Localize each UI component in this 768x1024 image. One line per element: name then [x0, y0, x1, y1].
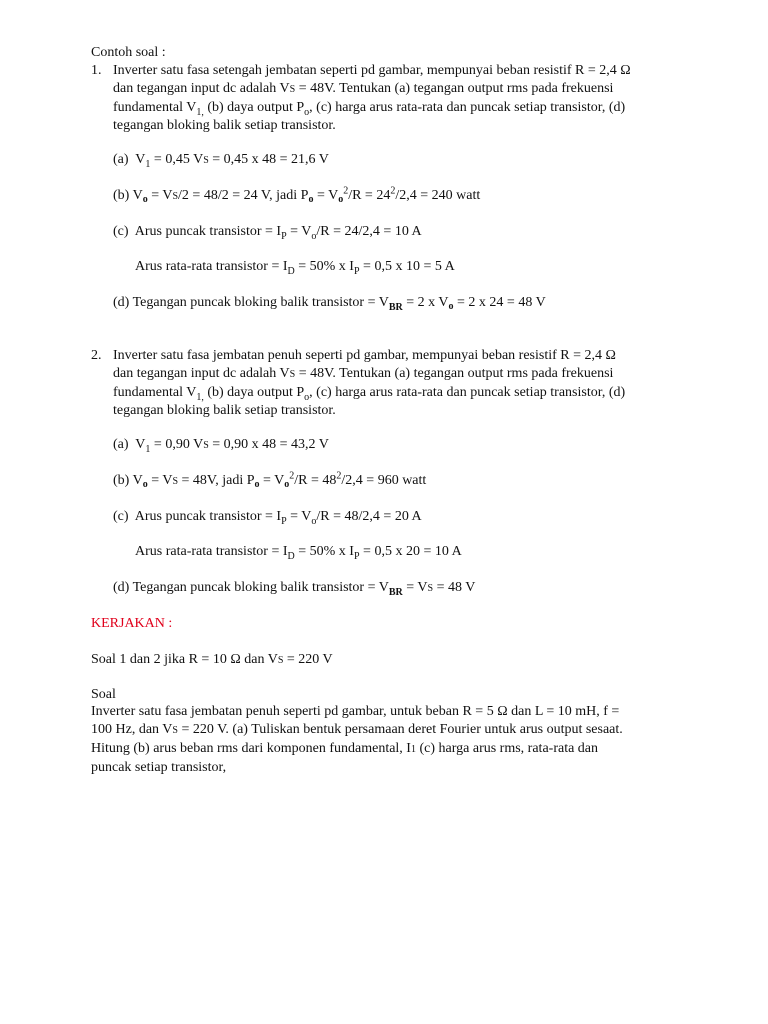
- problem-2-statement: [113, 347, 673, 420]
- problem-1-answer-b: (b) $V_o = VS/2 = 48/2 = 24$ V, jadi $P_o = V_o^2/R = 24^2/2,4 = 240$ watt: [113, 185, 481, 205]
- problem-1-answer-d: (d) Tegangan puncak bloking balik transistor = $V_{BR} = 2$ x $V_o = 2$ x 24 = 48 V: [113, 295, 546, 313]
- problem-1-answer-c-average: Arus rata-rata transistor = $I_D = 50\%$ x $I_P = 0,5$ x 10 = 5 A: [135, 259, 455, 277]
- problem-1-number: 1.: [91, 63, 102, 78]
- problem-1-line-2: dan tegangan input dc adalah VS = 48V. Tentukan (a) tegangan output rms pada frekuensi: [113, 81, 614, 96]
- problem-2-line-4: tegangan bloking balik setiap transistor.: [113, 403, 336, 418]
- problem-2-answer-c: (c) Arus puncak transistor = $I_P = V_o/R = 48/2,4 = 20$ A: [113, 509, 422, 527]
- problem-2-line-3: fundamental $V_{1,}$ (b) daya output $P_o$, (c) harga arus rata-rata dan puncak setiap transistor, (d): [113, 385, 626, 403]
- problem-2-answer-a: (a) $V_1 = 0,90$ VS = 0,90 x 48 = 43,2 V: [113, 437, 329, 455]
- problem-1-line-1: Inverter satu fasa setengah jembatan seperti pd gambar, mempunyai beban resistif R = 2,4 Ω: [113, 63, 631, 78]
- problem-1-answer-c: (c) Arus puncak transistor = $I_P = V_o/R = 24/2,4 = 10$ A: [113, 224, 422, 242]
- soal-line-2: 100 Hz, dan VS = 220 V. (a) Tuliskan bentuk persamaan deret Fourier untuk arus output sesaat.: [91, 722, 623, 737]
- soal-line-3: Hitung (b) arus beban rms dari komponen fundamental, I1 (c) harga arus rms, rata-rata dan: [91, 741, 599, 756]
- kerjakan-instruction: Soal 1 dan 2 jika R = 10 Ω dan VS = 220 V: [91, 652, 333, 667]
- section-title: Contoh soal :: [91, 45, 166, 60]
- soal-line-4: puncak setiap transistor,: [91, 760, 227, 775]
- problem-1-answer-a: (a) $V_1 = 0,45$ VS = 0,45 x 48 = 21,6 V: [113, 152, 329, 170]
- problem-2-line-1: Inverter satu fasa jembatan penuh seperti pd gambar, mempunyai beban resistif R = 2,4 Ω: [113, 348, 616, 363]
- problem-1-line-3: fundamental $V_{1,}$ (b) daya output $P_o$, (c) harga arus rata-rata dan puncak setiap transistor, (d): [113, 100, 626, 118]
- kerjakan-heading: KERJAKAN :: [91, 616, 173, 631]
- soal-line-1: Inverter satu fasa jembatan penuh seperti pd gambar, untuk beban R = 5 Ω dan L = 10 mH, f =: [91, 704, 620, 719]
- problem-1-statement: [113, 62, 673, 135]
- problem-2-number: 2.: [91, 348, 102, 363]
- problem-2-answer-b: (b) $V_o$ = VS = 48V, jadi $P_o = V_o^2/R = 48^2/2,4 = 960$ watt: [113, 470, 427, 490]
- problem-1-line-4: tegangan bloking balik setiap transistor.: [113, 118, 336, 133]
- soal-statement: [91, 703, 681, 777]
- problem-2-answer-c-average: Arus rata-rata transistor = $I_D = 50\%$ x $I_P = 0,5$ x 20 = 10 A: [135, 544, 462, 562]
- soal-heading: Soal: [91, 687, 116, 702]
- problem-2-line-2: dan tegangan input dc adalah VS = 48V. Tentukan (a) tegangan output rms pada frekuensi: [113, 366, 614, 381]
- problem-2-answer-d: (d) Tegangan puncak bloking balik transistor = $V_{BR}$ = VS = 48 V: [113, 580, 476, 598]
